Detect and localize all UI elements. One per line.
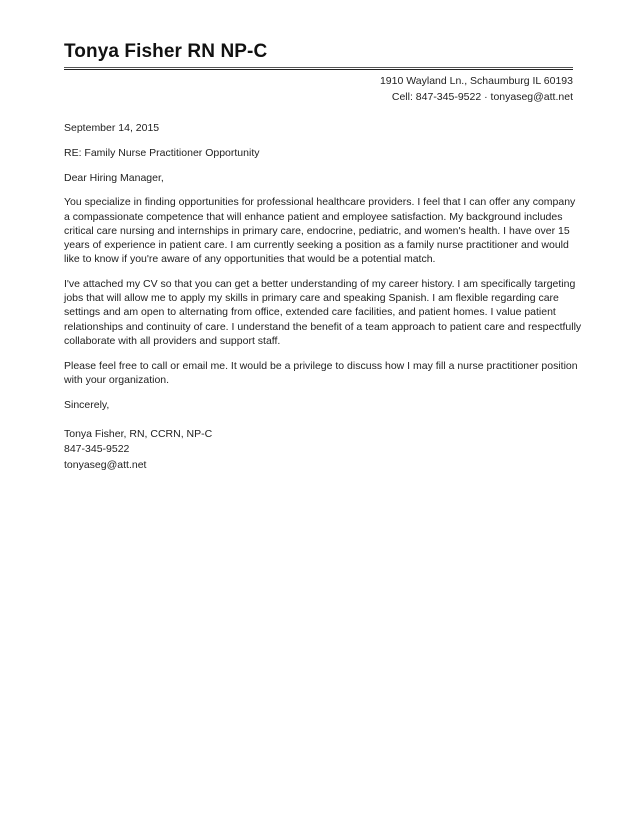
- letterhead-divider: [64, 67, 573, 70]
- paragraph-line: with your organization.: [64, 373, 170, 386]
- letter-body: [64, 121, 584, 473]
- signature-block: [64, 427, 584, 474]
- letter-closing: Sincerely,: [64, 398, 110, 411]
- letterhead-phone: 847-345-9522: [415, 91, 482, 103]
- signature-email: tonyaseg@att.net: [64, 458, 147, 471]
- paragraph-line: a compassionate competence that will enhance patient and employee satisfaction. My background includes: [64, 210, 563, 223]
- letter-date: September 14, 2015: [64, 122, 160, 134]
- paragraph-line: relationships and continuity of care. I understand the benefit of a team approach to patient care and respectfully: [64, 320, 582, 333]
- cell-label: Cell:: [391, 91, 413, 103]
- letter-paragraph-2: [64, 277, 584, 348]
- letterhead-address: 1910 Wayland Ln., Schaumburg IL 60193: [379, 75, 573, 87]
- letter-paragraph-3: [64, 359, 584, 387]
- paragraph-line: like to know if you're aware of any opportunities that would be a potential match.: [64, 253, 436, 266]
- paragraph-line: You specialize in finding opportunities for professional healthcare providers. I feel that I can offer any company: [64, 196, 576, 209]
- signature-name: Tonya Fisher, RN, CCRN, NP-C: [64, 427, 213, 440]
- paragraph-line: jobs that will allow me to apply my skills in primary care and speaking Spanish. I am flexible regarding care: [64, 292, 559, 305]
- letterhead-contact-block: [380, 73, 573, 105]
- paragraph-line: critical care nursing and internships in primary care, endocrine, pediatric, and women's health. I have over 15: [64, 224, 570, 237]
- paragraph-line: years of experience in patient care. I am currently seeking a position as a family nurse practitioner and would: [64, 239, 569, 251]
- letter-salutation: Dear Hiring Manager,: [64, 171, 164, 184]
- paragraph-line: Please feel free to call or email me. It would be a privilege to discuss how I may fill a nurse practitioner position: [64, 359, 578, 372]
- paragraph-line: I've attached my CV so that you can get a better understanding of my career history. I am specifically targeting: [64, 278, 576, 290]
- letter-paragraph-1: [64, 195, 584, 266]
- contact-separator: ·: [484, 91, 488, 103]
- letterhead-email: tonyaseg@att.net: [490, 91, 573, 103]
- letterhead-contact-line: [380, 89, 573, 105]
- letterhead-name: Tonya Fisher RN NP-C: [64, 41, 268, 62]
- signature-phone: 847-345-9522: [64, 443, 130, 456]
- letter-subject: RE: Family Nurse Practitioner Opportunity: [64, 146, 260, 159]
- paragraph-line: settings and am open to alternating from office, extended care facilities, and patient homes. I value patient: [64, 306, 556, 319]
- paragraph-line: collaborate with all providers and support staff.: [64, 334, 281, 347]
